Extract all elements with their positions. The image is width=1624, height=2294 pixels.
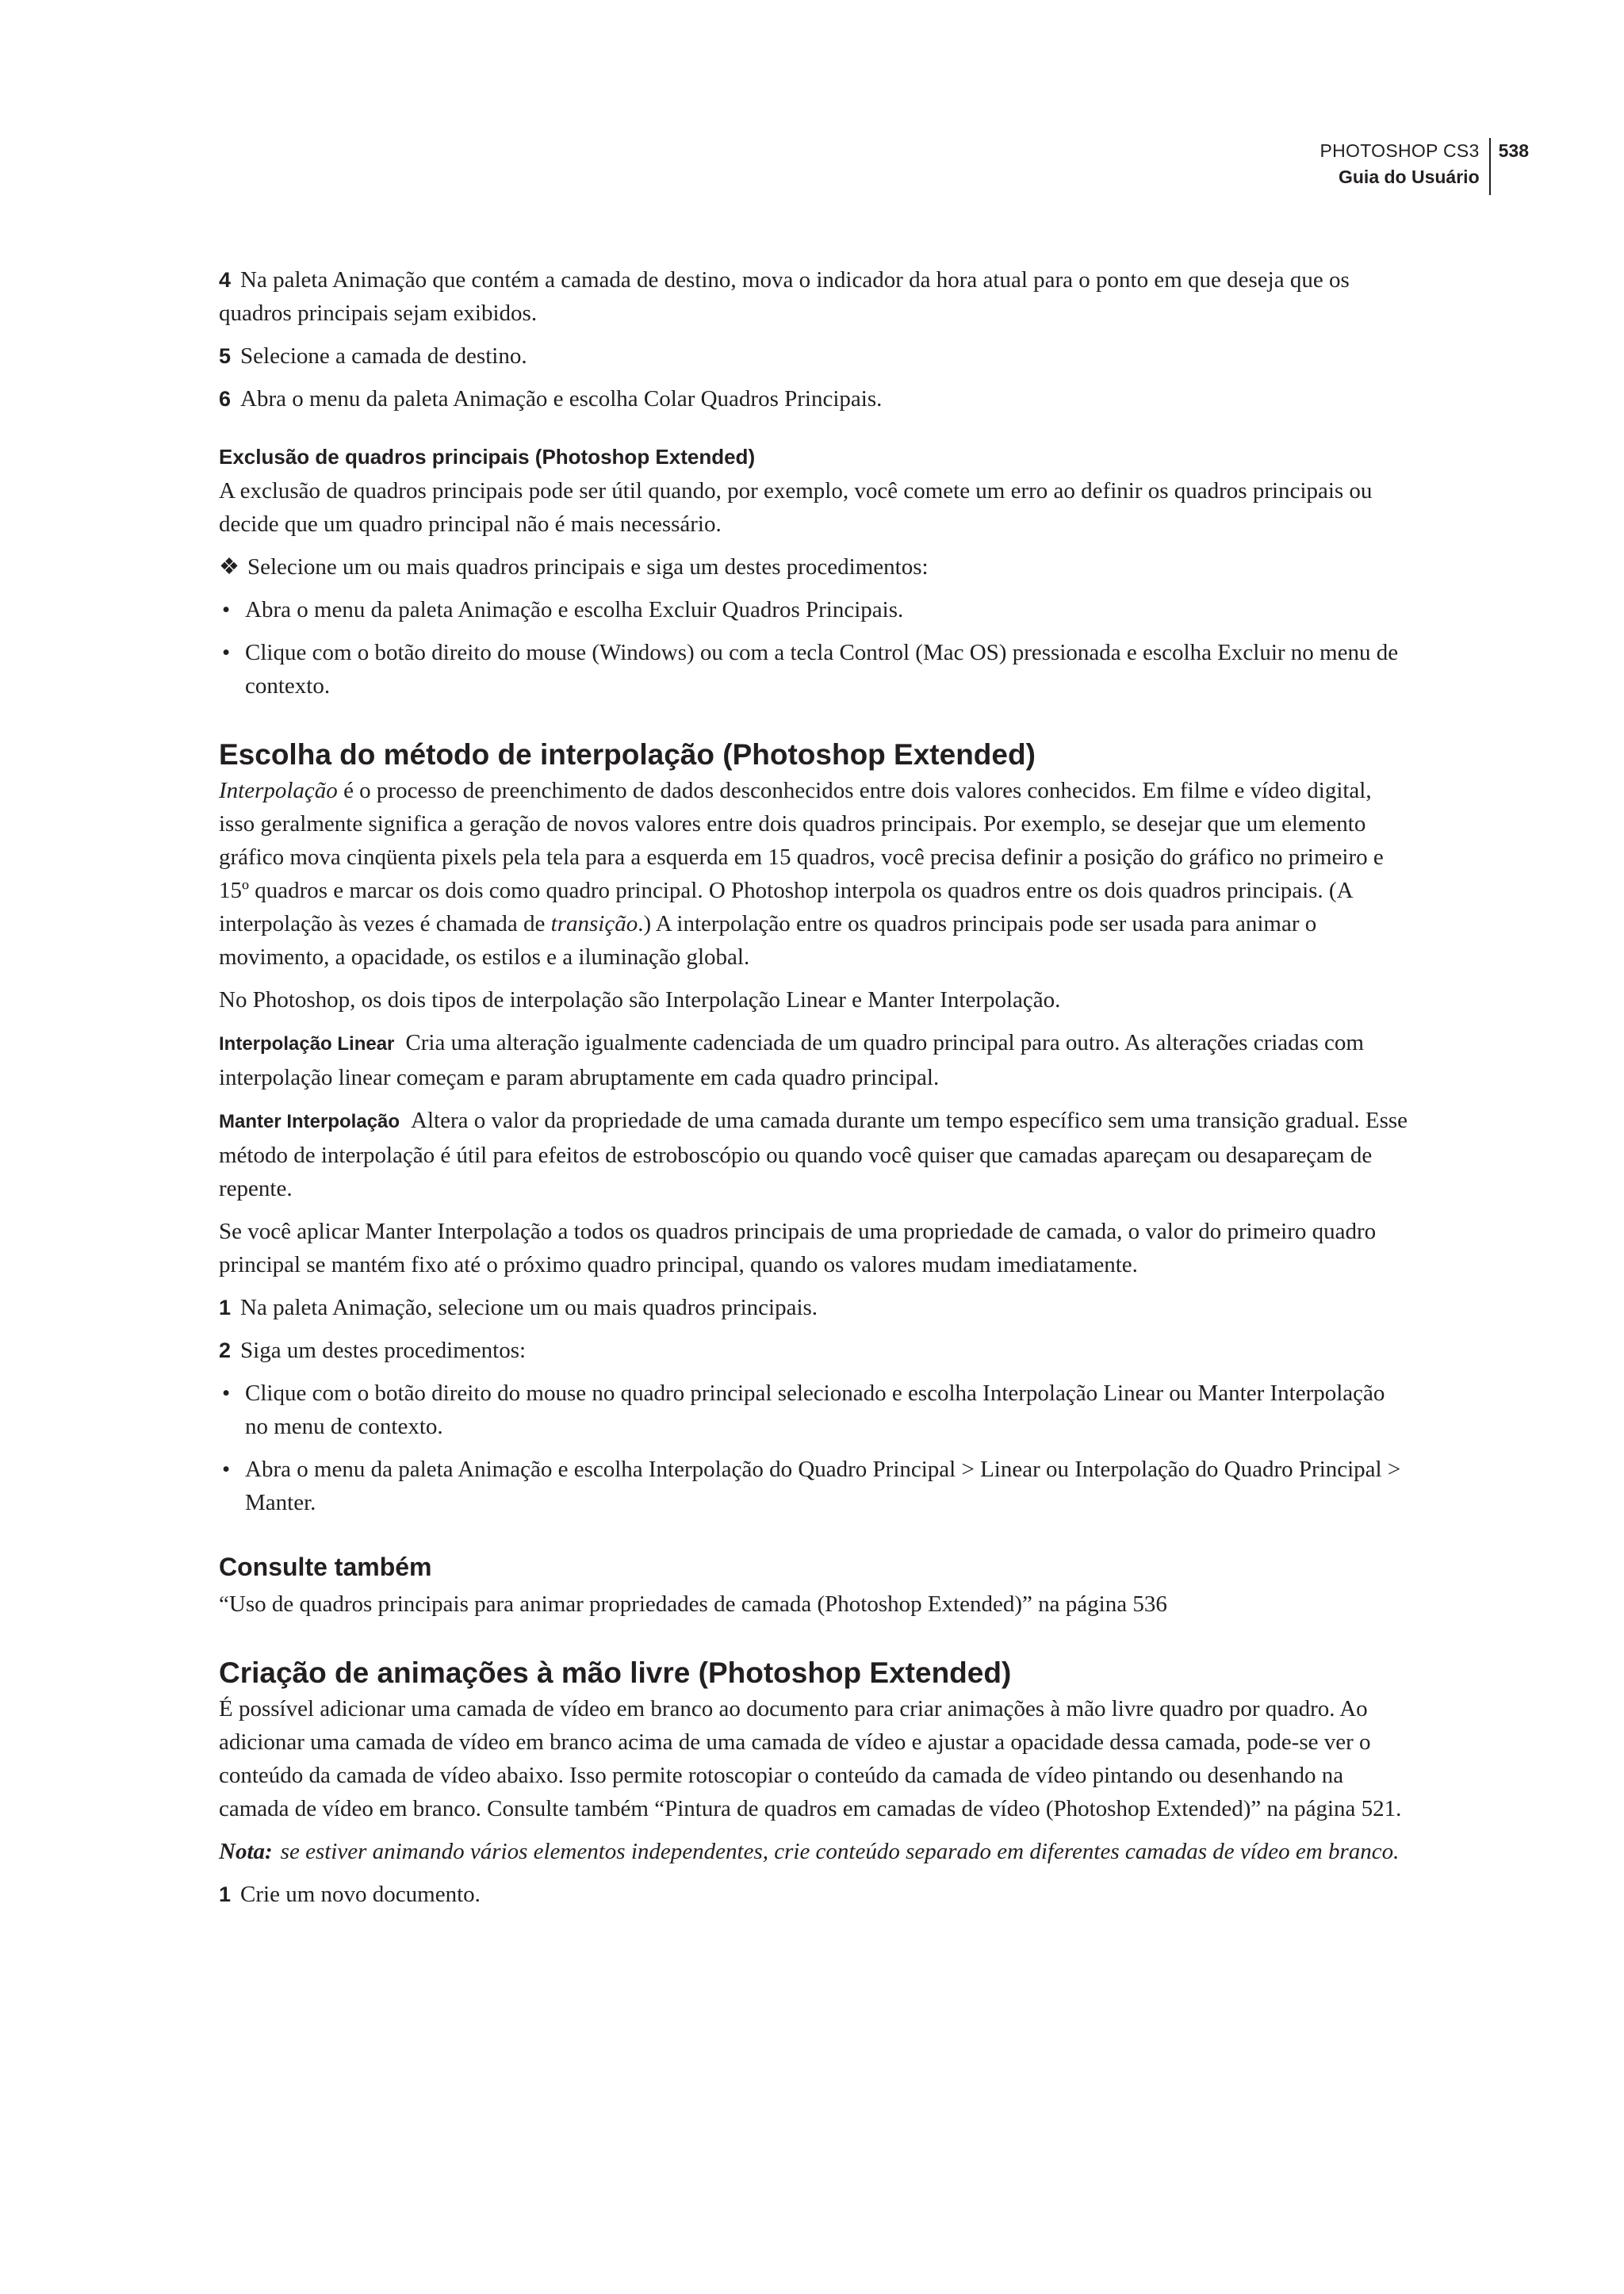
- bullet-item: • Abra o menu da paleta Animação e escolha Interpolação do Quadro Principal > Linear ou Interpolação do Quadro Principal > Manter.: [219, 1453, 1408, 1519]
- body-paragraph: Interpolação é o processo de preenchimento de dados desconhecidos entre dois valores conhecidos. Em filme e vídeo digital, isso geralmente significa a geração de novos valores entre dois quadros principais. Por exemplo, se desejar que um elemento gráfico mova cinqüenta pixels pela tela para a esquerda em 15 quadros, você precisa definir a posição do gráfico no primeiro e 15º quadros e marcar os dois como quadro principal. O Photoshop interpola os quadros entre os dois quadros principais. (A interpolação às vezes é chamada de transição.) A interpolação entre os quadros principais pode ser usada para animar o movimento, a opacidade, os estilos e a iluminação global.: [219, 778, 1384, 970]
- note-paragraph: Nota: se estiver animando vários elementos independentes, crie conteúdo separado em diferentes camadas de vídeo em branco.: [219, 1839, 1400, 1864]
- step-item: 2 Siga um destes procedimentos:: [219, 1338, 527, 1363]
- bullet-list: [219, 593, 1408, 703]
- body-paragraph: Se você aplicar Manter Interpolação a todos os quadros principais de uma propriedade de camada, o valor do primeiro quadro principal se mantém fixo até o próximo quadro principal, quando os valores mudam imediatamente.: [219, 1219, 1377, 1277]
- bullet-item: • Clique com o botão direito do mouse no quadro principal selecionado e escolha Interpolação Linear ou Manter Interpolação no menu de contexto.: [219, 1377, 1408, 1443]
- bullet-icon: •: [222, 1457, 231, 1482]
- step-item: 4 Na paleta Animação que contém a camada de destino, mova o indicador da hora atual para o ponto em que deseja que os quadros principais sejam exibidos.: [219, 267, 1350, 326]
- page-body: [219, 263, 1408, 1911]
- note-label: Nota:: [219, 1839, 273, 1864]
- definition-term: Interpolação Linear: [219, 1033, 395, 1055]
- section-heading-delete-keyframes: Exclusão de quadros principais (Photoshop Extended): [219, 445, 756, 469]
- task-diamond-icon: ❖: [219, 554, 239, 580]
- see-also-link[interactable]: “Uso de quadros principais para animar propriedades de camada (Photoshop Extended)” na página 536: [219, 1591, 1167, 1617]
- page-number: 538: [1498, 140, 1529, 161]
- definition-term: Manter Interpolação: [219, 1111, 400, 1132]
- header-product: PHOTOSHOP CS3: [1320, 140, 1480, 161]
- step-item: 1 Crie um novo documento.: [219, 1882, 481, 1907]
- header-subtitle: Guia do Usuário: [1338, 167, 1480, 187]
- definition-item: Interpolação Linear Cria uma alteração igualmente cadenciada de um quadro principal para outro. As alterações criadas com interpolação linear começam e param abruptamente em cada quadro principal.: [219, 1030, 1364, 1090]
- task-line: ❖ Selecione um ou mais quadros principais e siga um destes procedimentos:: [219, 554, 929, 580]
- step-item: 5 Selecione a camada de destino.: [219, 343, 527, 369]
- section-heading-interpolation: Escolha do método de interpolação (Photoshop Extended): [219, 738, 1036, 771]
- body-paragraph: É possível adicionar uma camada de vídeo em branco ao documento para criar animações à mão livre quadro por quadro. Ao adicionar uma camada de vídeo em branco acima de uma camada de vídeo e ajustar a opacidade dessa camada, pode-se ver o conteúdo da camada de vídeo abaixo. Isso permite rotoscopiar o conteúdo da camada de vídeo pintando ou desenhando na camada de vídeo em branco. Consulte também “Pintura de quadros em camadas de vídeo (Photoshop Extended)” na página 521.: [219, 1696, 1402, 1821]
- running-header: [1320, 138, 1529, 195]
- definition-item: Manter Interpolação Altera o valor da propriedade de uma camada durante um tempo específico sem uma transição gradual. Esse método de interpolação é útil para efeitos de estroboscópio ou quando você quiser que camadas apareçam ou desapareçam de repente.: [219, 1108, 1408, 1201]
- bullet-item: • Clique com o botão direito do mouse (Windows) ou com a tecla Control (Mac OS) pressionada e escolha Excluir no menu de contexto.: [219, 636, 1408, 703]
- bullet-item: • Abra o menu da paleta Animação e escolha Excluir Quadros Principais.: [219, 593, 1408, 626]
- bullet-list: [219, 1377, 1408, 1519]
- bullet-icon: •: [222, 640, 231, 665]
- step-item: 6 Abra o menu da paleta Animação e escolha Colar Quadros Principais.: [219, 386, 883, 412]
- see-also-heading: Consulte também: [219, 1553, 432, 1581]
- body-paragraph: A exclusão de quadros principais pode ser útil quando, por exemplo, você comete um erro ao definir os quadros principais ou decide que um quadro principal não é mais necessário.: [219, 478, 1373, 537]
- body-paragraph: No Photoshop, os dois tipos de interpolação são Interpolação Linear e Manter Interpolação.: [219, 987, 1061, 1013]
- step-item: 1 Na paleta Animação, selecione um ou mais quadros principais.: [219, 1295, 818, 1320]
- bullet-icon: •: [222, 1381, 231, 1406]
- section-heading-freehand: Criação de animações à mão livre (Photoshop Extended): [219, 1656, 1012, 1689]
- bullet-icon: •: [222, 597, 231, 622]
